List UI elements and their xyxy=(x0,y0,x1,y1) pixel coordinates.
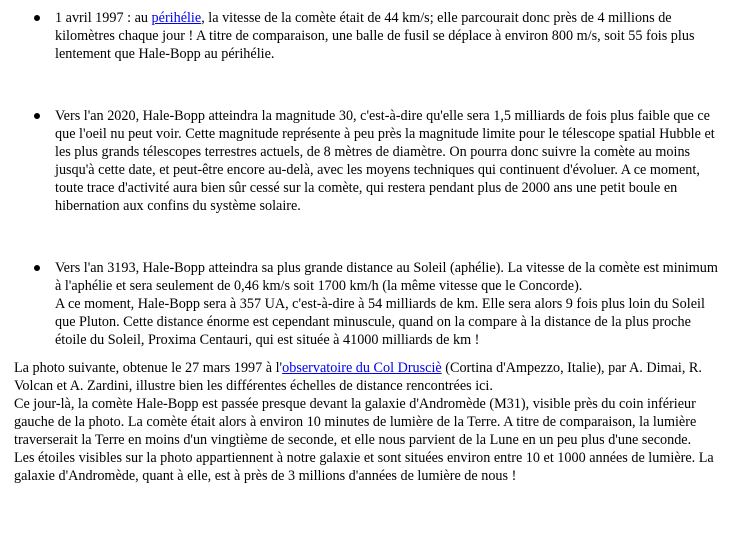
bullet-dot-icon xyxy=(34,265,40,271)
bullet-item-3193 xyxy=(55,259,721,349)
photo-paragraph-stars: Les étoiles visibles sur la photo appartiennent à notre galaxie et sont situées environ entre 10 et 1000 années de lumière. La galaxie d'Andromède, quant à elle, est à près de 3 millions d'années de lumière de nous ! xyxy=(14,450,714,484)
text-segment: (Cortina d'Ampezzo, Italie), par A. Dimai, R. Volcan et A. Zardini, illustre bien les différentes échelles de distance rencontrées ici. xyxy=(14,360,702,394)
bullet-item-perihelion xyxy=(55,9,721,63)
bullet-text-3193-a: Vers l'an 3193, Hale-Bopp atteindra sa plus grande distance au Soleil (aphélie). La vitesse de la comète est minimum à l'aphélie et sera seulement de 0,46 km/s soit 1700 km/h (la même vitesse que le Concorde). xyxy=(55,260,718,294)
bullet-dot-icon xyxy=(34,15,40,21)
bullet-dot-icon xyxy=(34,113,40,119)
text-segment: , la vitesse de la comète était de 44 km/s; elle parcourait donc près de 4 millions de kilomètres chaque jour ! A titre de comparaison, une balle de fusil se déplace à environ 800 m/s, soit 55 fois plus lentement que Hale-Bopp au périhélie. xyxy=(55,10,695,62)
text-segment: La photo suivante, obtenue le 27 mars 1997 à l' xyxy=(14,360,283,376)
observatoire-link[interactable]: observatoire du Col Drusciè xyxy=(282,360,442,376)
bullet-text-2020: Vers l'an 2020, Hale-Bopp atteindra la magnitude 30, c'est-à-dire qu'elle sera 1,5 milliards de fois plus faible que ce que l'oeil nu peut voir. Cette magnitude représente à peu près la magnitude limite pour le télescope spatial Hubble et les plus grands télescopes terrestres actuels, de 8 mètres de diamètre. On pourra donc suivre la comète au moins jusqu'à cette date, et peut-être encore au-delà, avec les moyens techniques qui continuent d'évoluer. A ce moment, toute trace d'activité aura bien sûr cessé sur la comète, qui restera pendant plus de 2000 ans une petit boule en hibernation aux confins du système solaire. xyxy=(55,108,715,214)
bullet-text-perihelion xyxy=(55,9,721,63)
text-segment: 1 avril 1997 : au xyxy=(55,10,152,26)
photo-paragraph-intro xyxy=(14,359,721,395)
bullet-text-3193-b: A ce moment, Hale-Bopp sera à 357 UA, c'est-à-dire à 54 milliards de km. Elle sera alors 9 fois plus loin du Soleil que Pluton. Cette distance énorme est cependant minuscule, quand on la compare à la distance de la plus proche étoile du Soleil, Proxima Centauri, qui est située à 41000 milliards de km ! xyxy=(55,296,705,348)
perihelie-link[interactable]: périhélie xyxy=(151,10,202,26)
photo-paragraph-andromeda: Ce jour-là, la comète Hale-Bopp est passée presque devant la galaxie d'Andromède (M31), visible près du coin inférieur gauche de la photo. La comète était alors à environ 10 minutes de lumière de la Terre. A titre de comparaison, la lumière traverserait la Terre en moins d'un vingtième de seconde, et elle nous parvient de la Lune en un peu plus d'une seconde. xyxy=(14,396,697,448)
bullet-list xyxy=(14,9,721,349)
photo-description xyxy=(14,359,721,485)
bullet-item-2020 xyxy=(55,107,721,215)
